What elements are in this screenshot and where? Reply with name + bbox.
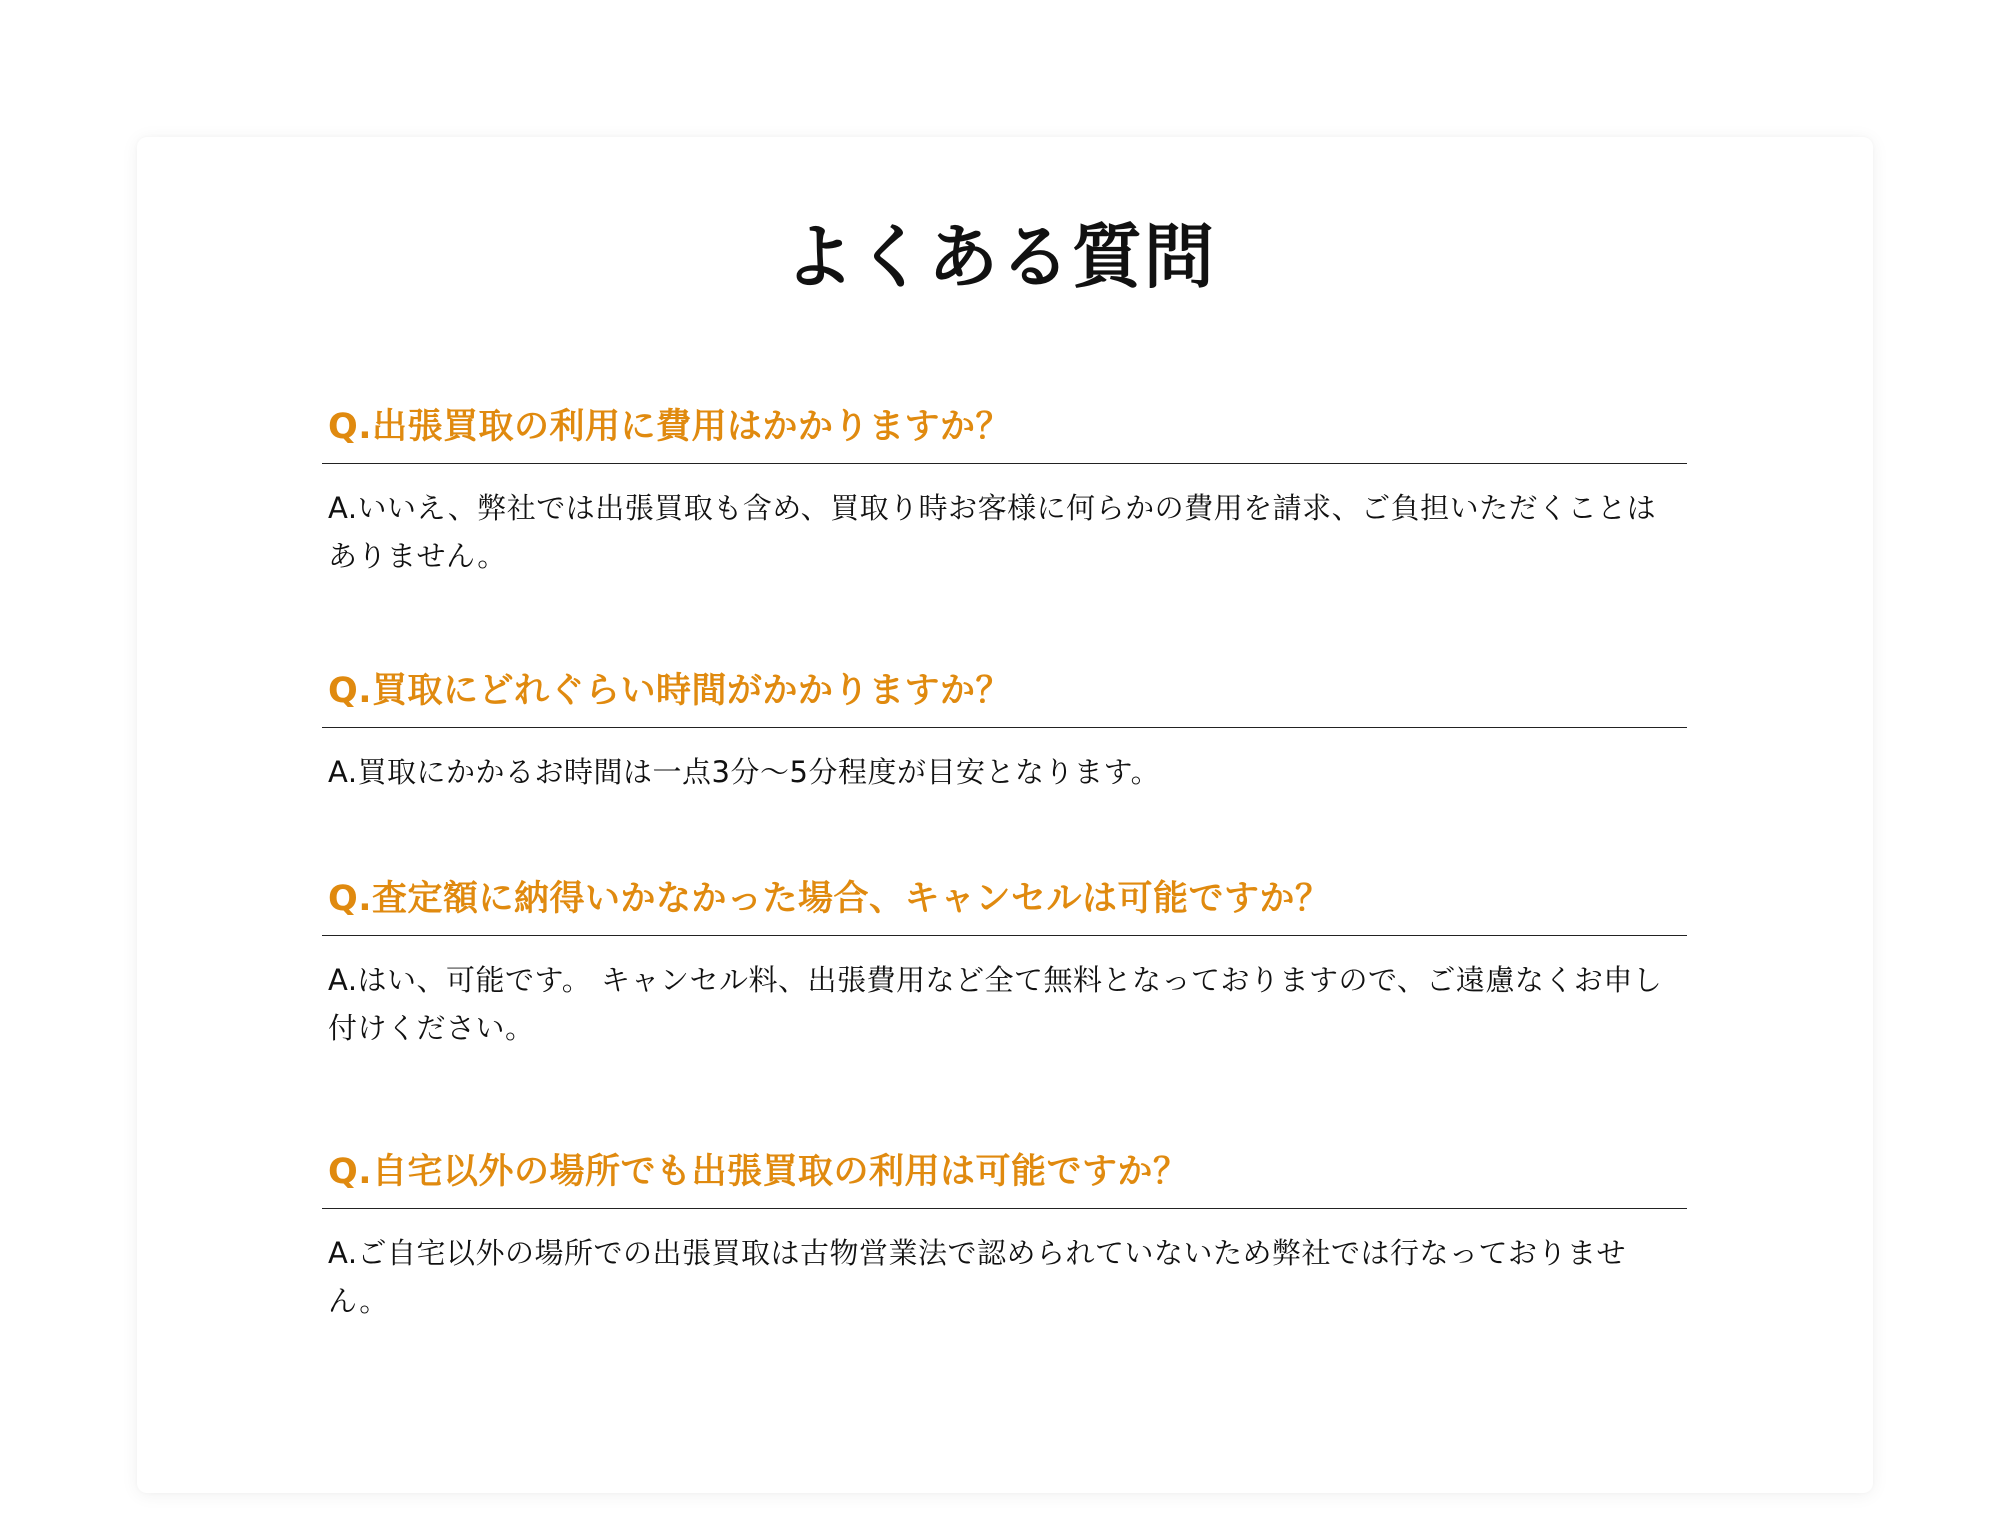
faq-item-1 [322, 405, 1687, 580]
faq-title: よくある質問 [784, 216, 1216, 298]
faq-item-2 [322, 669, 1687, 796]
faq-answer-3: A.はい、可能です。 キャンセル料、出張費用など全て無料となっておりますので、ご遠慮なくお申し付けください。 [328, 962, 1663, 1045]
faq-question-4: Q.自宅以外の場所でも出張買取の利用は可能ですか？ [322, 1150, 1687, 1209]
faq-question-1: Q.出張買取の利用に費用はかかりますか？ [322, 405, 1687, 464]
faq-question-2: Q.買取にどれぐらい時間がかかりますか？ [322, 669, 1687, 728]
faq-answer-1: A.いいえ、弊社では出張買取も含め、買取り時お客様に何らかの費用を請求、ご負担いただくことはありません。 [328, 490, 1657, 573]
faq-answer-4: A.ご自宅以外の場所での出張買取は古物営業法で認められていないため弊社では行なっておりません。 [328, 1235, 1627, 1318]
faq-item-4 [322, 1150, 1687, 1325]
faq-item-3 [322, 877, 1687, 1052]
faq-question-3: Q.査定額に納得いかなかった場合、キャンセルは可能ですか？ [322, 877, 1687, 936]
faq-answer-2: A.買取にかかるお時間は一点3分〜5分程度が目安となります。 [328, 754, 1161, 789]
